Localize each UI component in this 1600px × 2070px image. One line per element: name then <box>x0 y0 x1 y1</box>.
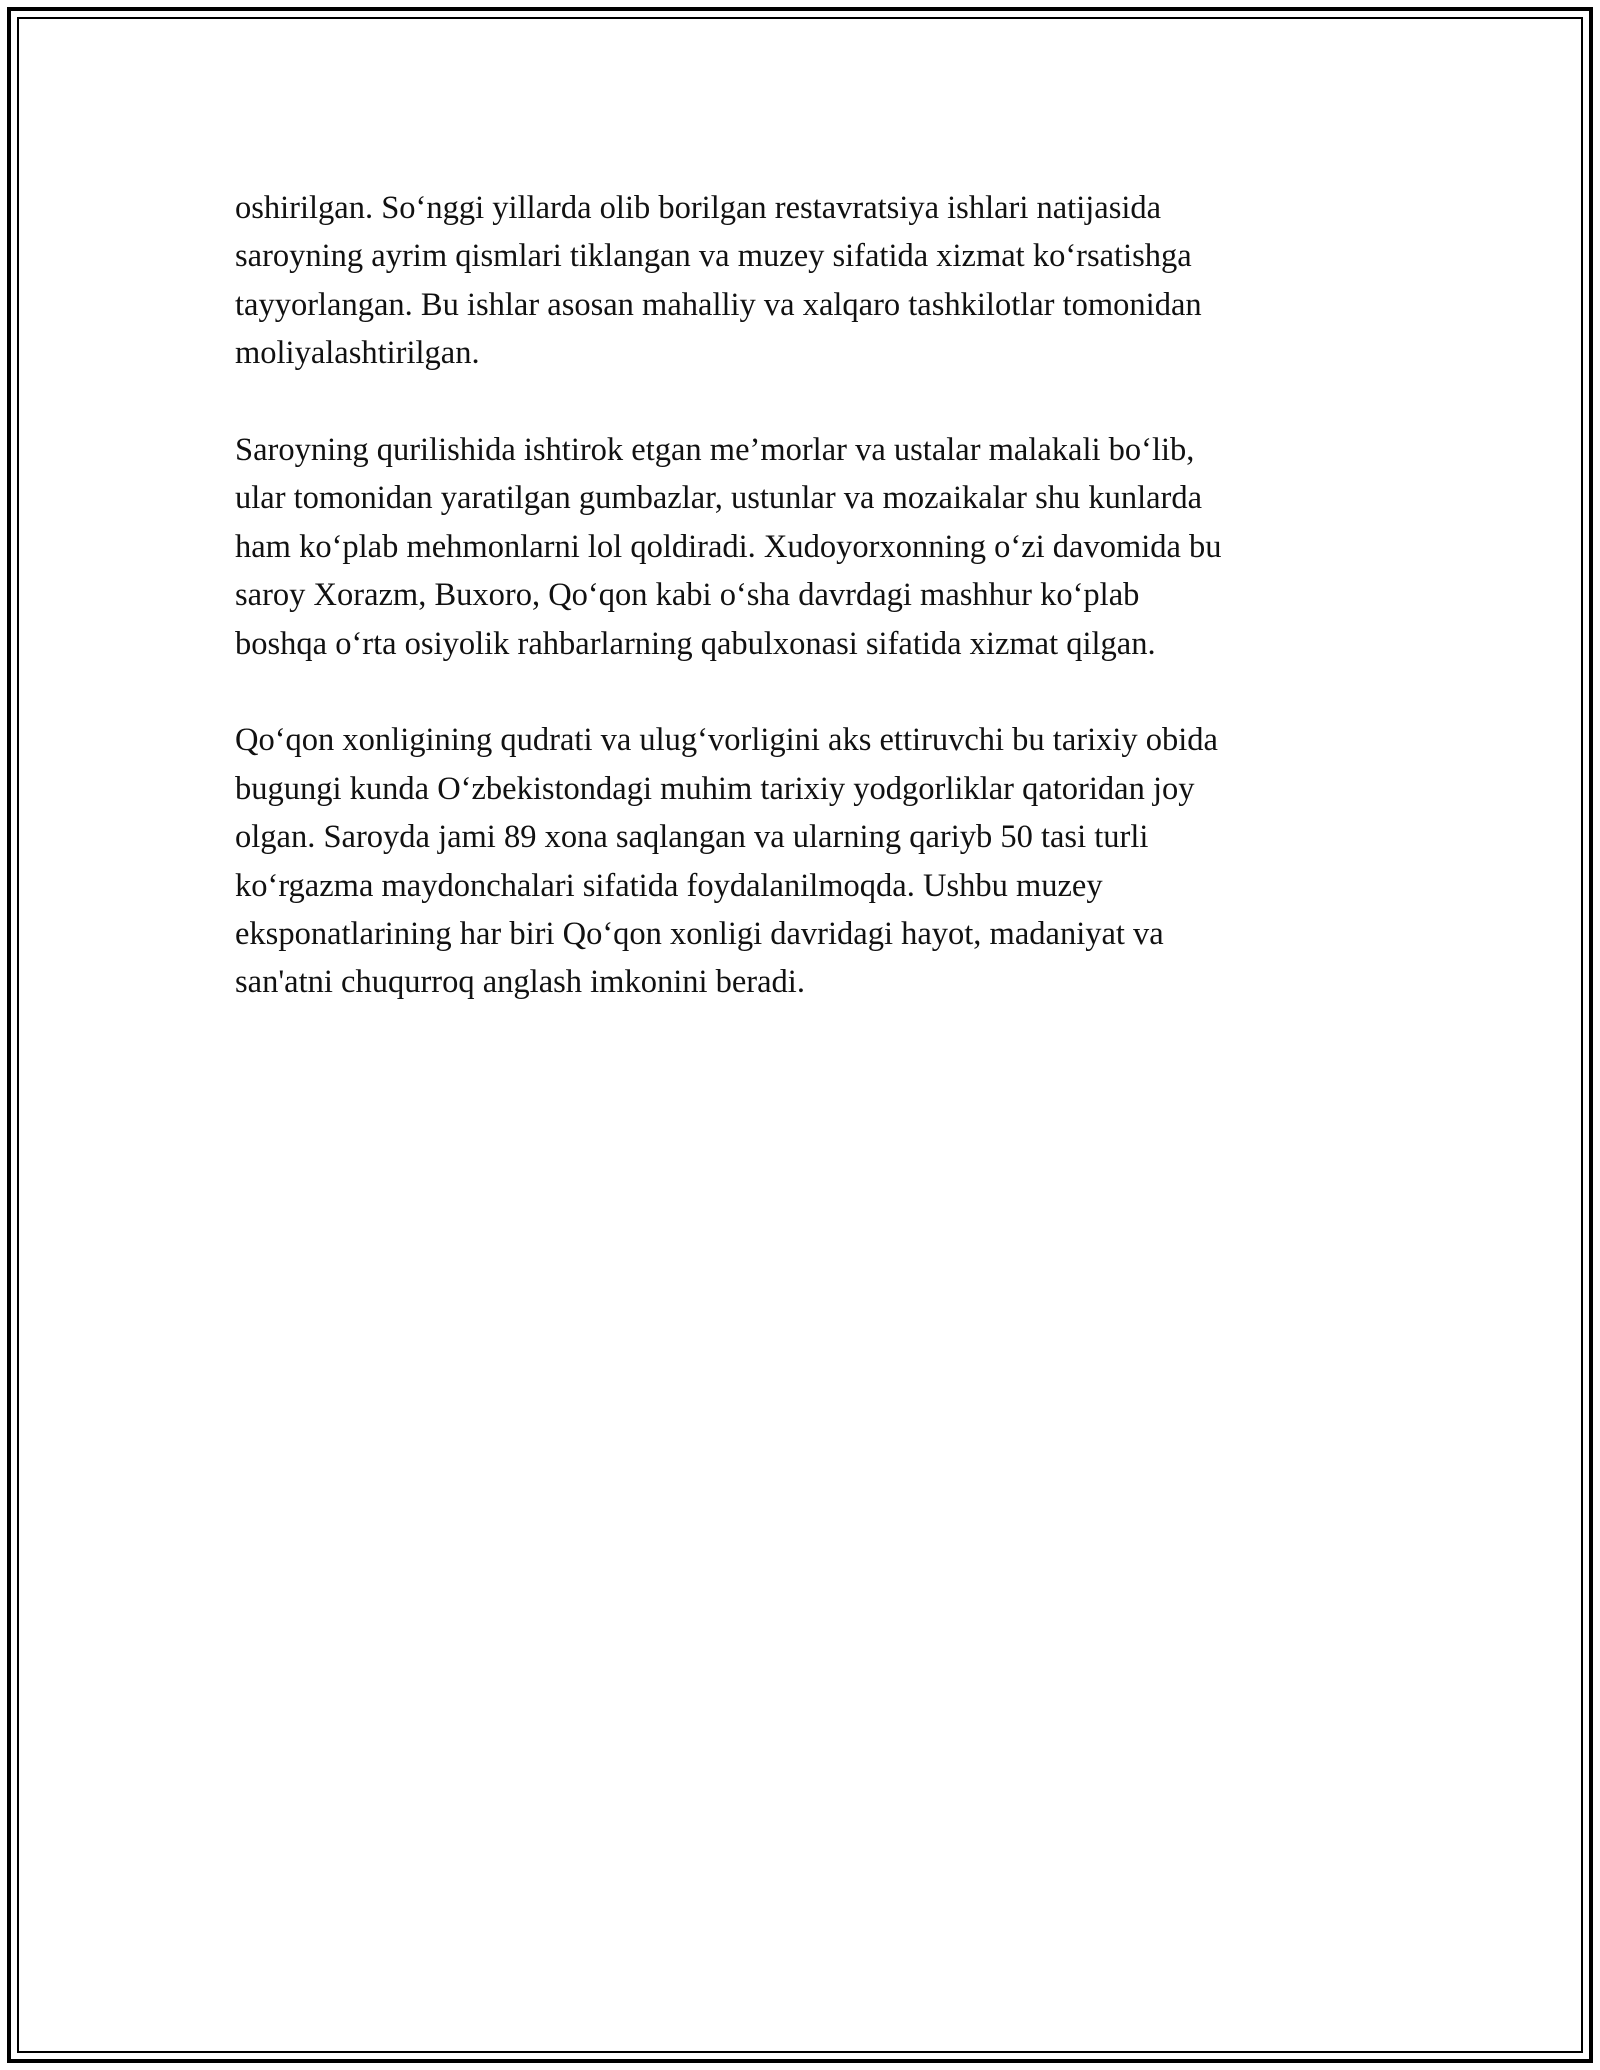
document-body <box>235 184 1365 1055</box>
paragraph-restoration: oshirilgan. So‘nggi yillarda olib borilgan restavratsiya ishlari natijasida saroyning ayrim qismlari tiklangan va muzey sifatida xizmat ko‘rsatishga tayyorlangan. Bu ishlar asosan mahalliy va xalqaro tashkilotlar tomonidan moliyalashtirilgan. <box>235 190 1202 372</box>
paragraph-architecture: Saroyning qurilishida ishtirok etgan me’morlar va ustalar malakali bo‘lib, ular tomonidan yaratilgan gumbazlar, ustunlar va mozaikalar shu kunlarda ham ko‘plab mehmonlarni lol qoldiradi. Xudoyorxonning o‘zi davomida bu saroy Xorazm, Buxoro, Qo‘qon kabi o‘sha davrdagi mashhur ko‘plab boshqa o‘rta osiyolik rahbarlarning qabulxonasi sifatida xizmat qilgan. <box>235 432 1222 662</box>
paragraph-museum: Qo‘qon xonligining qudrati va ulug‘vorligini aks ettiruvchi bu tarixiy obida bugungi kunda O‘zbekistondagi muhim tarixiy yodgorliklar qatoridan joy olgan. Saroyda jami 89 xona saqlangan va ularning qariyb 50 tasi turli ko‘rgazma maydonchalari sifatida foydalanilmoqda. Ushbu muzey eksponatlarining har biri Qo‘qon xonligi davridagi hayot, madaniyat va san'atni chuqurroq anglash imkonini beradi. <box>235 722 1218 1001</box>
